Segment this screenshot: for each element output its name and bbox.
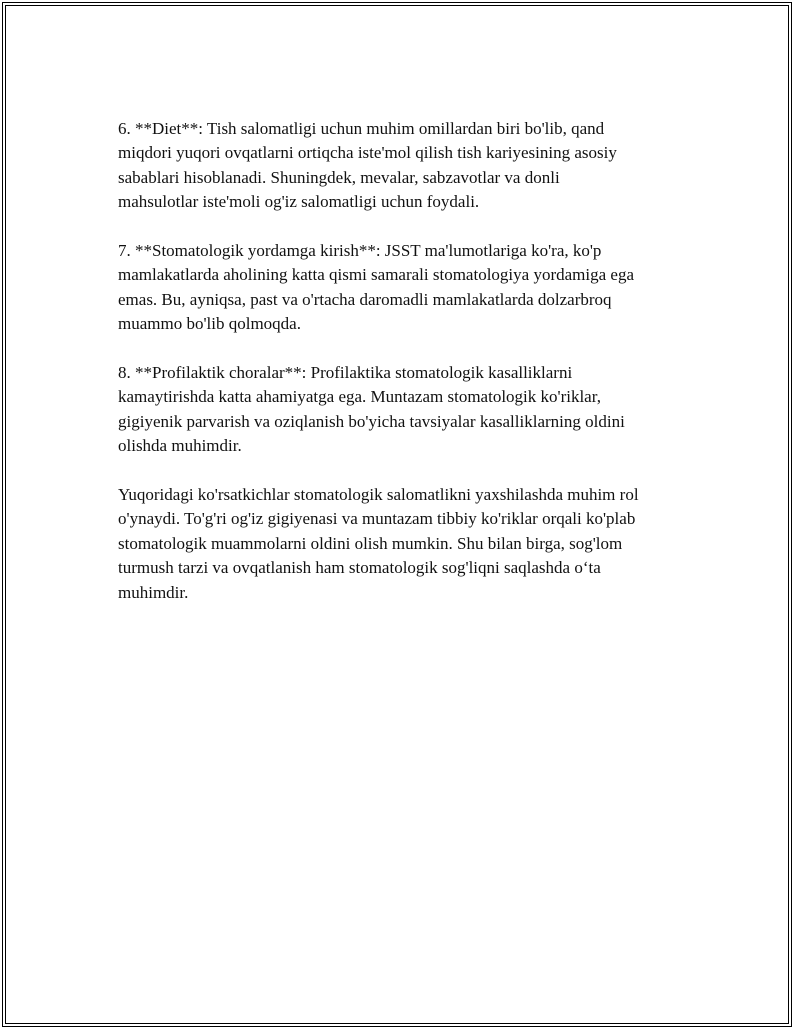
text-line: olishda muhimdir. xyxy=(118,436,242,456)
paragraph-diet xyxy=(118,117,698,215)
text-line: 8. **Profilaktik choralar**: Profilaktika stomatologik kasalliklarni xyxy=(118,363,573,383)
text-line: muammo bo'lib qolmoqda. xyxy=(118,314,301,334)
text-line: turmush tarzi va ovqatlanish ham stomatologik sog'liqni saqlashda o‘ta xyxy=(118,558,601,578)
paragraph-prevention xyxy=(118,361,698,459)
text-line: miqdori yuqori ovqatlarni ortiqcha iste'mol qilish tish kariyesining asosiy xyxy=(118,143,617,163)
paragraph-conclusion xyxy=(118,483,698,605)
text-line: gigiyenik parvarish va oziqlanish bo'yicha tavsiyalar kasalliklarning oldini xyxy=(118,411,625,431)
text-line: muhimdir. xyxy=(118,582,189,602)
text-line: emas. Bu, ayniqsa, past va o'rtacha daromadli mamlakatlarda dolzarbroq xyxy=(118,289,612,309)
paragraph-dental-care-access xyxy=(118,239,698,337)
text-line: stomatologik muammolarni oldini olish mumkin. Shu bilan birga, sog'lom xyxy=(118,533,623,553)
text-line: o'ynaydi. To'g'ri og'iz gigiyenasi va muntazam tibbiy ko'riklar orqali ko'plab xyxy=(118,509,636,529)
text-line: 6. **Diet**: Tish salomatligi uchun muhim omillardan biri bo'lib, qand xyxy=(118,119,605,138)
text-line: kamaytirishda katta ahamiyatga ega. Muntazam stomatologik ko'riklar, xyxy=(118,387,601,407)
text-line: mamlakatlarda aholining katta qismi samarali stomatologiya yordamiga ega xyxy=(118,265,634,285)
document-body xyxy=(118,117,698,629)
text-line: 7. **Stomatologik yordamga kirish**: JSST ma'lumotlariga ko'ra, ko'p xyxy=(118,241,602,261)
text-line: mahsulotlar iste'moli og'iz salomatligi uchun foydali. xyxy=(118,192,480,212)
text-line: Yuqoridagi ko'rsatkichlar stomatologik salomatlikni yaxshilashda muhim rol xyxy=(118,485,639,505)
text-line: sabablari hisoblanadi. Shuningdek, mevalar, sabzavotlar va donli xyxy=(118,167,560,187)
